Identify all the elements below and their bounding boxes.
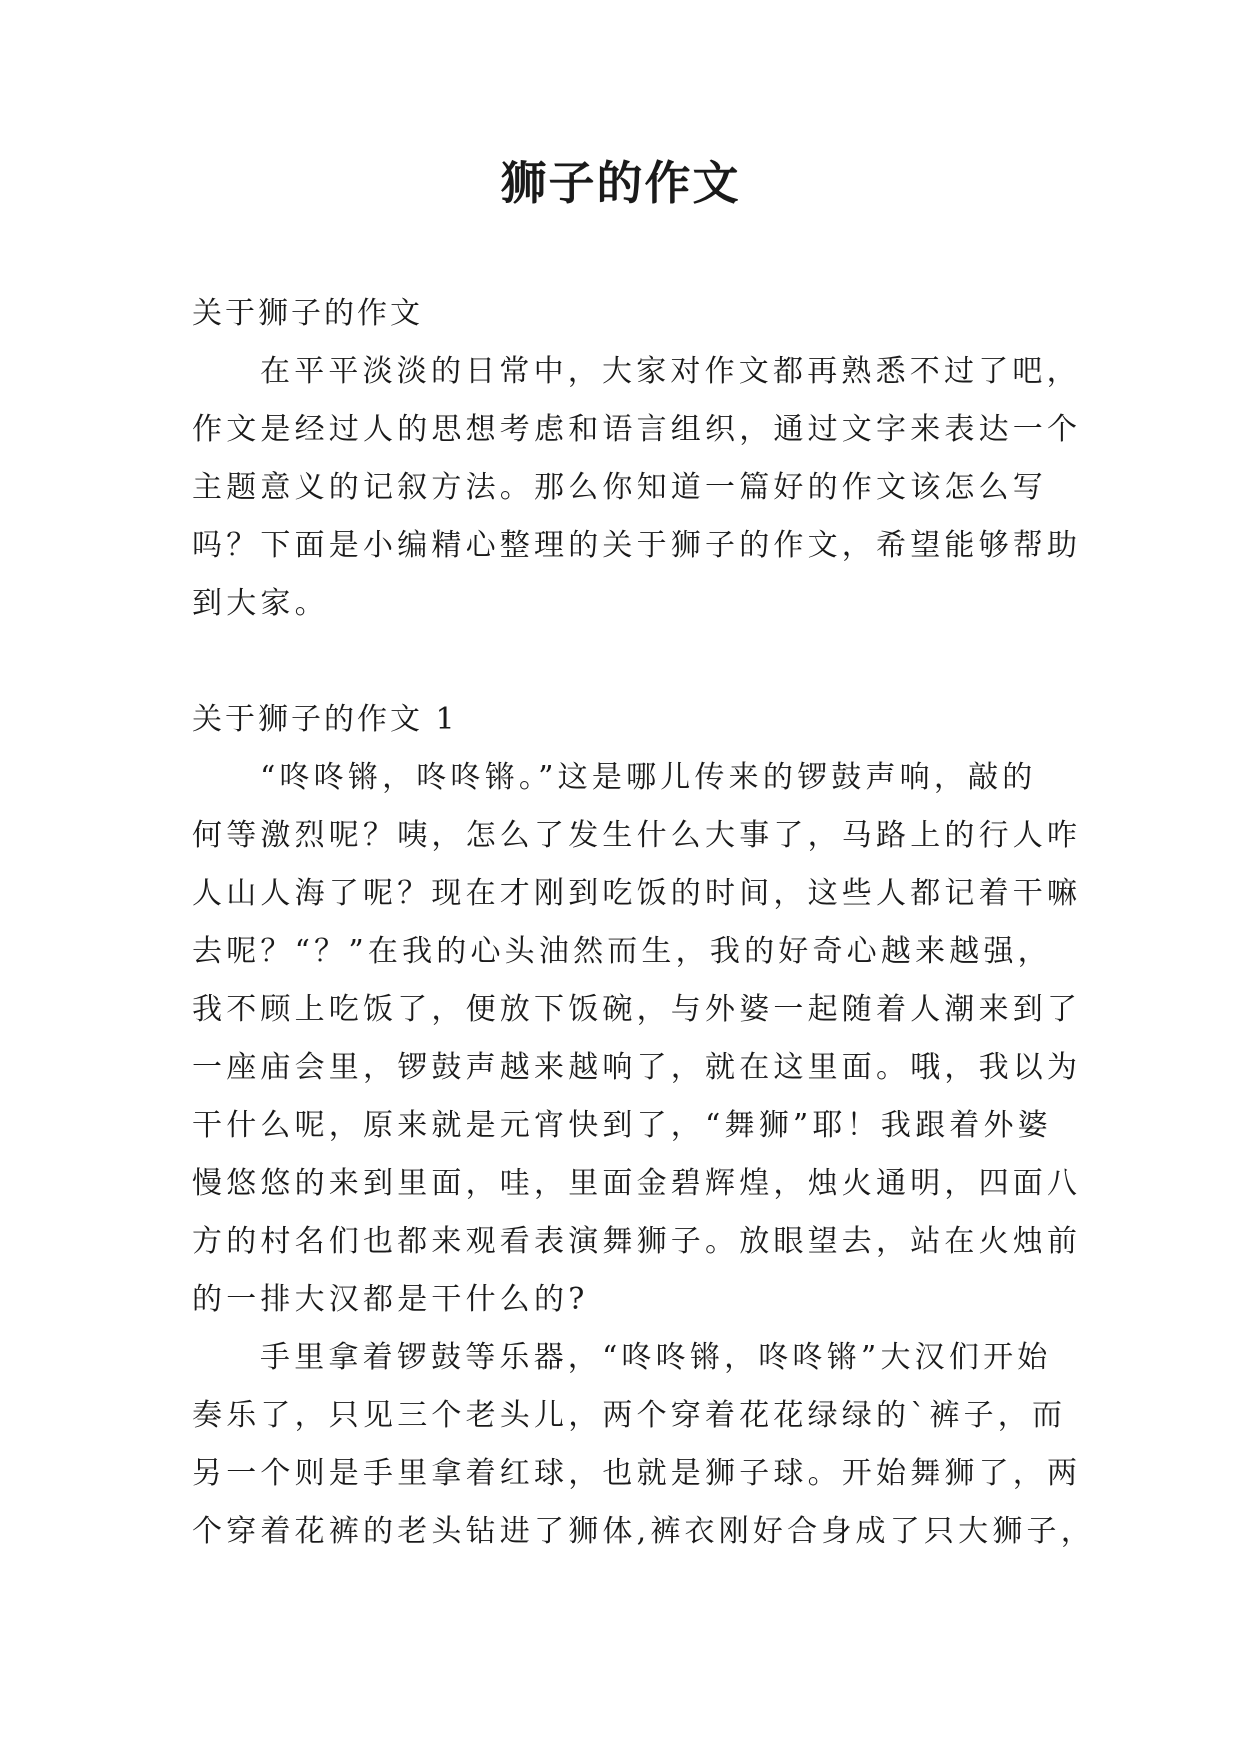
section-gap xyxy=(192,633,1072,691)
paragraph-line: 吗？下面是小编精心整理的关于狮子的作文，希望能够帮助 xyxy=(192,528,1082,563)
paragraph-line: 手里拿着锣鼓等乐器，“咚咚锵，咚咚锵”大汉们开始 xyxy=(260,1340,1052,1375)
section-heading: 关于狮子的作文 1 xyxy=(192,702,458,737)
paragraph-line: 在平平淡淡的日常中，大家对作文都再熟悉不过了吧， xyxy=(260,354,1081,389)
paragraph-line: 另一个则是手里拿着红球，也就是狮子球。开始舞狮了，两 xyxy=(192,1456,1082,1491)
paragraph-line: 方的村名们也都来观看表演舞狮子。放眼望去，站在火烛前 xyxy=(192,1224,1082,1259)
paragraph-line: 人山人海了呢？现在才刚到吃饭的时间，这些人都记着干嘛 xyxy=(192,876,1082,911)
document-body xyxy=(192,285,1095,1561)
paragraph-line: “咚咚锵，咚咚锵。”这是哪儿传来的锣鼓声响，敲的 xyxy=(260,760,1037,795)
paragraph-line: 去呢？“？”在我的心头油然而生，我的好奇心越来越强， xyxy=(192,934,1052,969)
paragraph-line: 干什么呢，原来就是元宵快到了，“舞狮”耶！我跟着外婆 xyxy=(192,1108,1052,1143)
intro-heading: 关于狮子的作文 xyxy=(192,296,423,331)
paragraph-line: 到大家。 xyxy=(192,586,329,621)
paragraph-line: 我不顾上吃饭了，便放下饭碗，与外婆一起随着人潮来到了 xyxy=(192,992,1082,1027)
paragraph-line: 个穿着花裤的老头钻进了狮体,裤衣刚好合身成了只大狮子， xyxy=(192,1514,1095,1549)
paragraph-line: 的一排大汉都是干什么的? xyxy=(192,1282,589,1317)
paragraph-line: 作文是经过人的思想考虑和语言组织，通过文字来表达一个 xyxy=(192,412,1082,447)
paragraph-line: 一座庙会里，锣鼓声越来越响了，就在这里面。哦，我以为 xyxy=(192,1050,1082,1085)
paragraph-line: 奏乐了，只见三个老头儿，两个穿着花花绿绿的`裤子，而 xyxy=(192,1398,1067,1433)
paragraph-line: 何等激烈呢？咦，怎么了发生什么大事了，马路上的行人咋 xyxy=(192,818,1082,853)
document-title: 狮子的作文 xyxy=(500,156,741,210)
paragraph-line: 慢悠悠的来到里面，哇，里面金碧辉煌，烛火通明，四面八 xyxy=(192,1166,1082,1201)
paragraph-line: 主题意义的记叙方法。那么你知道一篇好的作文该怎么写 xyxy=(192,470,1047,505)
